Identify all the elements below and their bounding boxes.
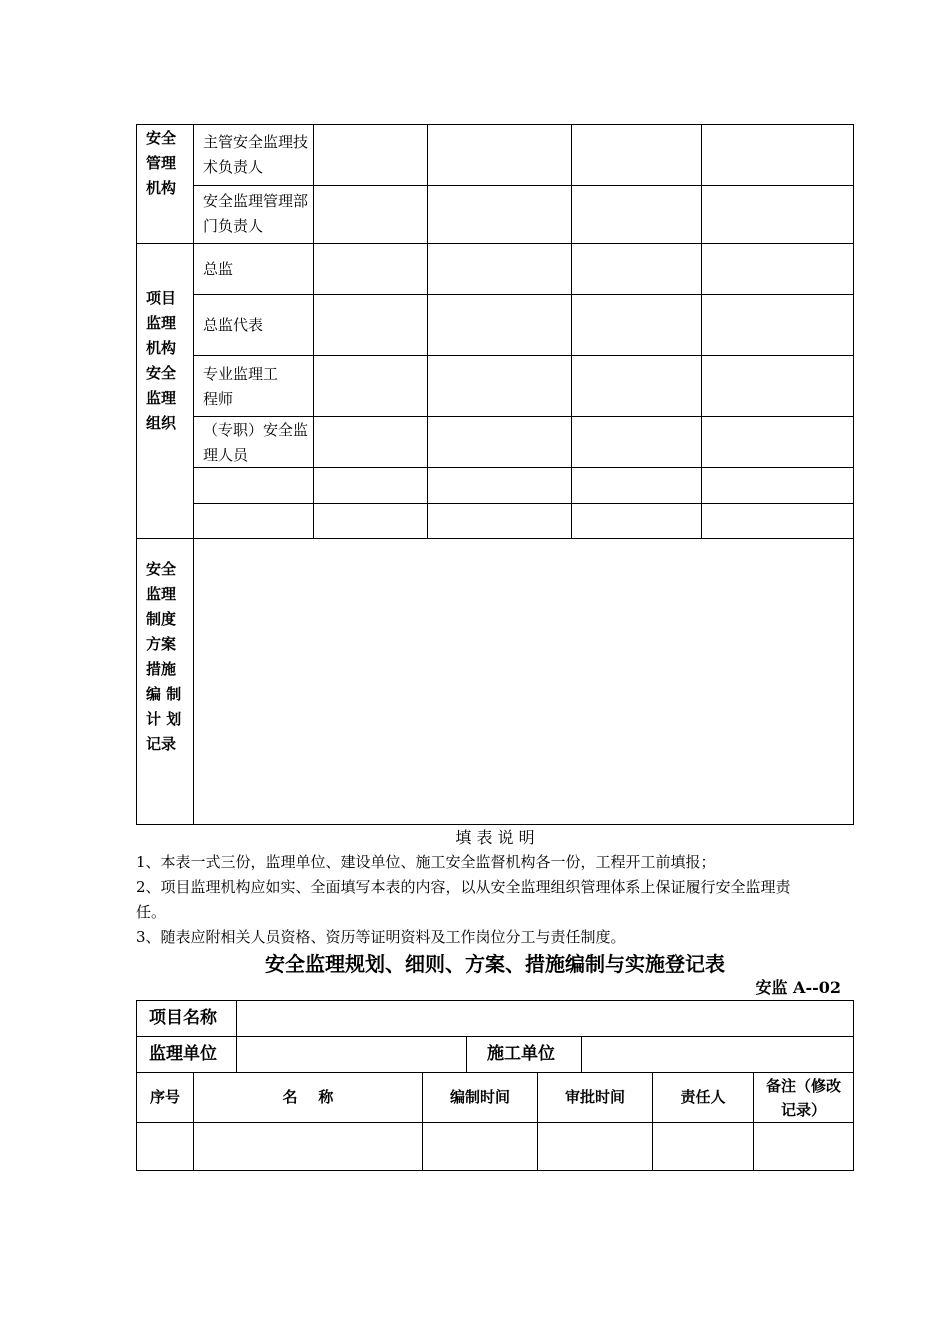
table-border-right <box>853 124 854 825</box>
row-line <box>136 1122 854 1123</box>
row-label-department-head: 安全监理管理部门负责人 <box>203 192 309 235</box>
label-column-line <box>193 124 194 825</box>
form-code: 安监 A--02 <box>755 978 841 997</box>
column-line <box>701 124 702 538</box>
row-line <box>193 355 853 356</box>
row-label-chief-supervisor: 总监 <box>203 260 234 278</box>
column-line <box>466 1036 467 1073</box>
group-line <box>136 243 854 244</box>
instruction-item: 2、项目监理机构应如实、全面填写本表的内容，以从安全监理组织管理体系上保证履行安全监理责 <box>136 878 791 896</box>
form-title: 安全监理规划、细则、方案、措施编制与实施登记表 <box>265 952 725 976</box>
row-label-chief-technical-lead: 主管安全监理技术负责人 <box>203 133 309 176</box>
row-line <box>193 185 853 186</box>
column-line <box>427 124 428 538</box>
row-label-specialist-engineer: 专业监理工程师 <box>203 365 279 408</box>
row-label-safety-staff: （专职）安全监理人员 <box>203 421 309 464</box>
instruction-item: 1、本表一式三份，监理单位、建设单位、施工安全监督机构各一份，工程开工前填报； <box>136 853 716 871</box>
table-border-top <box>136 124 854 125</box>
table-border-left <box>136 124 137 825</box>
row-line <box>136 1072 854 1073</box>
column-line <box>236 1000 237 1073</box>
column-header-compile-time: 编制时间 <box>449 1088 510 1106</box>
instruction-item: 3、随表应附相关人员资格、资历等证明资料及工作岗位分工与责任制度。 <box>136 928 626 946</box>
row-line <box>193 294 853 295</box>
column-header-approval-time: 审批时间 <box>564 1088 625 1106</box>
column-header-remarks: 备注（修改 记录） <box>765 1077 841 1119</box>
row-line <box>136 1036 854 1037</box>
row-line <box>193 503 853 504</box>
column-line <box>571 124 572 538</box>
row-label-chief-supervisor-representative: 总监代表 <box>203 316 264 334</box>
instruction-item: 任。 <box>136 903 167 921</box>
construction-unit-label: 施工单位 <box>487 1044 555 1064</box>
instructions-title: 填 表 说 明 <box>455 828 535 847</box>
row-line <box>193 416 853 417</box>
column-header-name: 名 称 <box>282 1088 334 1106</box>
group-label-project-supervision-org: 项目 监理 机构 安全 监理 组织 <box>146 289 177 432</box>
table-border-right <box>853 1000 854 1171</box>
table-border-bottom <box>136 824 854 825</box>
supervision-unit-label: 监理单位 <box>149 1044 217 1064</box>
group-label-safety-management-org: 安全 管理 机构 <box>146 129 177 197</box>
column-header-serial: 序号 <box>149 1088 180 1106</box>
project-name-label: 项目名称 <box>149 1008 217 1028</box>
group-label-plan-record: 安全 监理 制度 方案 措施 编 制 计 划 记录 <box>146 560 182 753</box>
table-border-bottom <box>136 1170 854 1171</box>
column-line <box>313 124 314 538</box>
group-line <box>136 538 854 539</box>
column-header-responsible: 责任人 <box>680 1088 726 1106</box>
column-line <box>581 1036 582 1073</box>
table-border-top <box>136 1000 854 1001</box>
